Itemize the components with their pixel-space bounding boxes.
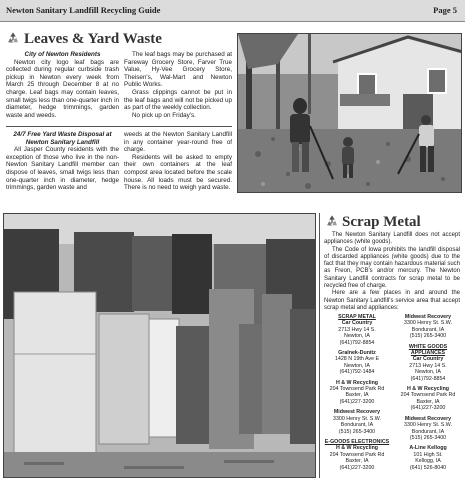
divider xyxy=(6,126,232,127)
location-line: 3300 Henry St. S.W. xyxy=(404,422,452,429)
scrap-paragraph: The Code of Iowa prohibits the landfill disposal of discarded appliances (white goods) due to the fact that they may contain hazardous material such as Freon, PCB's and/or mercury. The Newton Sanitary Landfill contracts for scrap metal to be recycled free of charge. xyxy=(324,246,460,290)
location-entry xyxy=(322,409,392,435)
location-line: 101 High St. xyxy=(413,451,443,458)
location-entry xyxy=(322,314,392,346)
location-line: Baxter, IA xyxy=(416,398,440,405)
location-entry xyxy=(394,386,462,412)
location-line: (515) 265-3400 xyxy=(409,434,447,441)
appliances-photo xyxy=(3,213,316,478)
page-number: Page 5 xyxy=(433,5,457,15)
location-line: (515) 265-3400 xyxy=(338,428,376,435)
leaves-paragraph: Newton city logo leaf bags are collected during regular curbside trash pickup in Newton every week from March 25 through December 8 at no charge. Leaf bags may contain leaves, small twigs less than one-quarter inch in diameter, hedge trimmings, garden waste and weeds. xyxy=(6,58,119,119)
location-line: Baxter, IA xyxy=(345,458,369,465)
location-name: H & W Recycling xyxy=(406,386,450,393)
location-name: Midwest Recovery xyxy=(404,314,452,320)
location-line: 204 Townsend Park Rd xyxy=(400,392,456,399)
location-category: WHITE GOODS APPLIANCES xyxy=(408,343,448,357)
leaves-paragraph: No pick up on Friday's. xyxy=(132,111,196,119)
publication-title: Newton Sanitary Landfill Recycling Guide xyxy=(6,5,161,15)
location-line: 1428 N 19th Ave E xyxy=(334,356,380,363)
location-entry xyxy=(322,439,392,471)
leaves-title: Leaves & Yard Waste xyxy=(24,31,162,47)
location-entry xyxy=(394,445,462,471)
leaves-paragraph: Grass clippings cannot be put in the leaf bags and will not be picked up as part of the weekly collection. xyxy=(124,88,232,112)
recycle-icon xyxy=(325,214,339,228)
disposal-paragraph: Residents will be asked to empty their own containers at the leaf compost area located before the scale house. All loads must be secured. There is no need to weigh yard waste. xyxy=(124,153,232,192)
location-name: A-Line Kellogg xyxy=(409,445,447,452)
location-line: 2713 Hwy 14 S. xyxy=(409,362,447,369)
disposal-column-1 xyxy=(6,131,119,192)
scrap-paragraph: Here are a few places in and around the Newton Sanitary Landfill's service area that accept scrap metal and appliances: xyxy=(324,290,460,311)
location-line: Newton, IA xyxy=(344,333,370,340)
location-name: H & W Recycling xyxy=(335,379,379,386)
location-line: (641) 526-8040 xyxy=(409,464,447,471)
location-line: (641)227-3200 xyxy=(339,464,375,471)
leaves-paragraph: The leaf bags may be purchased at Fareway Grocery Store, Farver True Value, Hy-Vee Grocery Store, Theisen's, Wal-Mart and Newton Public Works. xyxy=(124,51,232,89)
location-name: Midwest Recovery xyxy=(404,415,452,422)
location-line: Bondurant, IA xyxy=(340,422,374,429)
locations-column-left xyxy=(322,314,392,475)
location-line: (641)227-3200 xyxy=(339,398,375,405)
disposal-paragraph: All Jasper County residents with the exception of those who live in the non-Newton Sanitary Landfill member can dispose of leaves, small twigs less than one-quarter inch in diameter, hedge trimmings, garden waste and xyxy=(6,146,119,192)
disposal-subhead: 24/7 Free Yard Waste Disposal at Newton Sanitary Landfill xyxy=(13,131,112,146)
location-line: 204 Townsend Park Rd xyxy=(329,451,385,458)
location-line: Bondurant, IA xyxy=(411,326,445,333)
scrap-body xyxy=(324,232,460,312)
location-entry xyxy=(394,314,462,340)
leaves-column-1 xyxy=(6,51,119,119)
leaves-column-2 xyxy=(124,51,232,119)
location-name: H & W Recycling xyxy=(335,445,379,452)
leaves-subhead: City of Newton Residents xyxy=(24,51,101,58)
location-line: 204 Townsend Park Rd xyxy=(329,386,385,393)
location-line: Newton, IA xyxy=(415,369,441,376)
recycle-icon xyxy=(6,31,20,45)
disposal-column-2 xyxy=(124,131,232,192)
location-line: Baxter, IA xyxy=(345,392,369,399)
page-header xyxy=(0,0,465,22)
location-name: Midwest Recovery xyxy=(333,409,381,416)
location-category: E-GOODS ELECTRONICS xyxy=(324,438,390,445)
location-line: 3300 Henry St. S.W. xyxy=(404,320,452,327)
disposal-paragraph: weeds at the Newton Sanitary Landfill in any container year-round free of charge. xyxy=(124,131,232,154)
location-entry xyxy=(394,416,462,442)
divider xyxy=(319,213,320,478)
location-category: SCRAP METAL xyxy=(338,314,376,320)
location-line: 2713 Hwy 14 S. xyxy=(338,326,376,333)
location-line: Kellogg, IA xyxy=(415,458,441,465)
location-line: (641)792-8854 xyxy=(410,375,446,382)
location-line: (641)792-1484 xyxy=(339,369,375,376)
location-name: Car Country xyxy=(412,356,444,363)
location-entry xyxy=(394,344,462,382)
location-name: Gralnek-Dunitz xyxy=(338,350,376,357)
location-line: Newton, IA xyxy=(344,362,370,369)
location-line: 3300 Henry St. S.W. xyxy=(333,415,381,422)
location-line: Bondurant, IA xyxy=(411,428,445,435)
location-entry xyxy=(322,380,392,406)
location-line: (515) 265-3400 xyxy=(409,333,447,340)
leaf-raking-photo xyxy=(237,33,462,193)
locations-column-right xyxy=(394,314,462,475)
location-entry xyxy=(322,350,392,376)
location-line: (641)227-3200 xyxy=(410,405,446,412)
location-line: (641)792-8854 xyxy=(339,339,375,346)
scrap-title: Scrap Metal xyxy=(342,214,421,230)
location-name: Car Country xyxy=(341,320,373,327)
scrap-paragraph: The Newton Sanitary Landfill does not accept appliances (white goods). xyxy=(324,232,460,246)
